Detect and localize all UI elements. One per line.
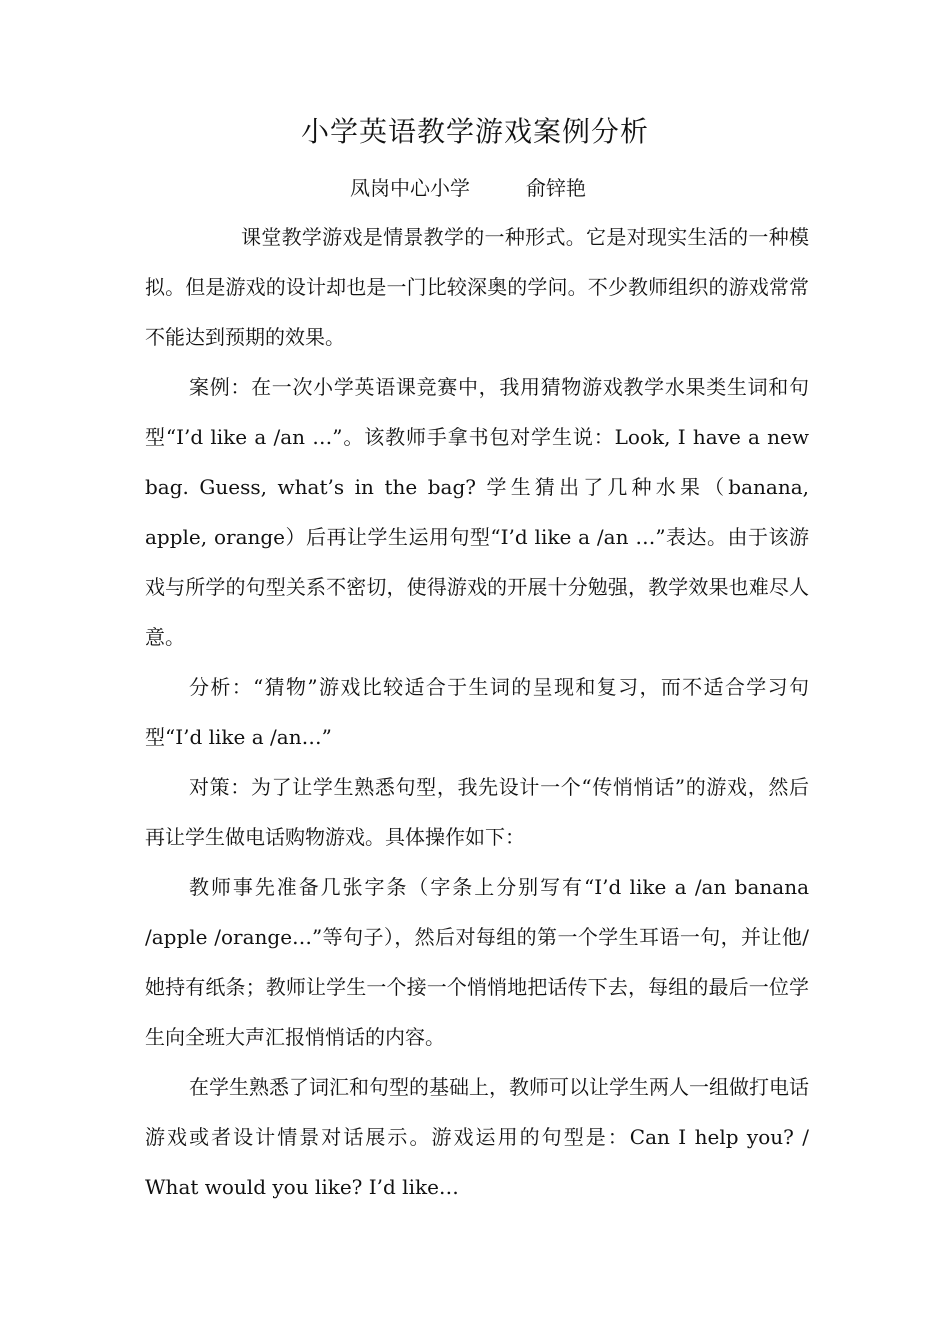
paragraph-case: 案例：在一次小学英语课竞赛中，我用猜物游戏教学水果类生词和句型“I’d like a /an …”。该教师手拿书包对学生说：Look, I have a new bag. Guess, what’s in the bag? 学生猜出了几种水果（banana, apple, orange）后再让学生运用句型“I’d like a /an …”表达。由于该游戏与所学的句型关系不密切，使得游戏的开展十分勉强，教学效果也难尽人意。 — [145, 375, 809, 649]
paragraph-procedure: 教师事先准备几张字条（字条上分别写有“I’d like a /an banana /apple /orange…”等句子），然后对每组的第一个学生耳语一句，并让他/她持有纸条；教师让学生一个接一个悄悄地把话传下去，每组的最后一位学生向全班大声汇报悄悄话的内容。 — [145, 875, 809, 1049]
paragraph-analysis: 分析：“猜物”游戏比较适合于生词的呈现和复习，而不适合学习句型“I’d like a /an…” — [145, 675, 809, 749]
paragraph-extension: 在学生熟悉了词汇和句型的基础上，教师可以让学生两人一组做打电话游戏或者设计情景对话展示。游戏运用的句型是：Can I help you? / What would you like? I’d like… — [145, 1075, 809, 1199]
school-name: 凤岗中心小学 — [350, 176, 470, 200]
byline — [350, 172, 586, 201]
document-body — [145, 212, 809, 1212]
document-title: 小学英语教学游戏案例分析 — [300, 115, 649, 148]
author-name: 俞锌艳 — [526, 176, 586, 200]
paragraph-strategy: 对策：为了让学生熟悉句型，我先设计一个“传悄悄话”的游戏，然后再让学生做电话购物游戏。具体操作如下： — [145, 775, 809, 849]
paragraph-intro: 课堂教学游戏是情景教学的一种形式。它是对现实生活的一种模拟。但是游戏的设计却也是一门比较深奥的学问。不少教师组织的游戏常常不能达到预期的效果。 — [145, 225, 809, 349]
